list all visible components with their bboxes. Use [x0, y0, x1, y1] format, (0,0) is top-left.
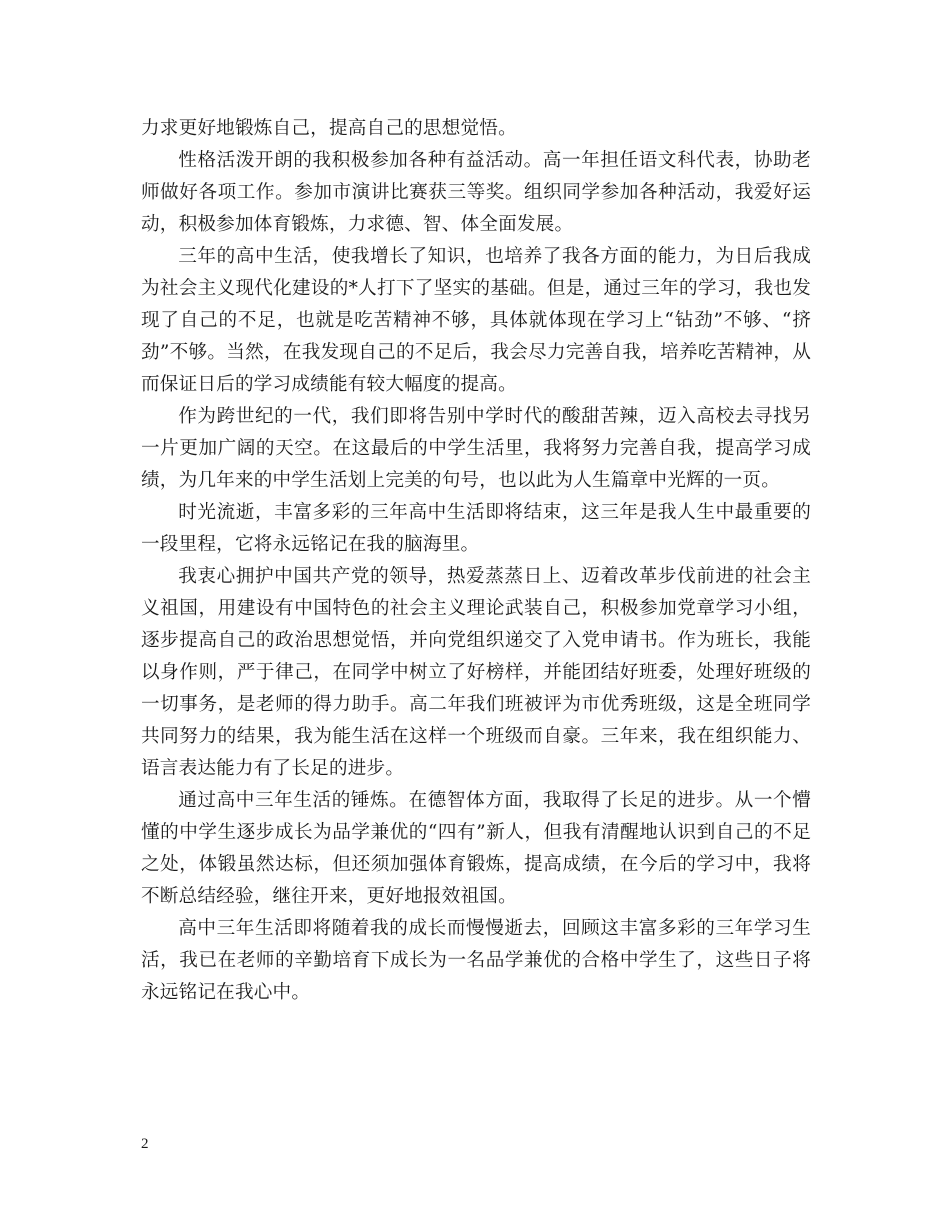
paragraph-new-century: 作为跨世纪的一代，我们即将告别中学时代的酸甜苦辣，迈入高校去寻找另一片更加广阔的天空。在这最后的中学生活里，我将努力完善自我，提高学习成绩，为几年来的中学生活划上完美的句号，也以此为人生篇章中光辉的一页。 [141, 406, 811, 491]
page-number: 2 [141, 1136, 149, 1152]
paragraph-progress: 通过高中三年生活的锤炼。在德智体方面，我取得了长足的进步。从一个懵懂的中学生逐步成长为品学兼优的“四有”新人，但我有清醒地认识到自己的不足之处，体锻虽然达标，但还须加强体育锻炼，提高成绩，在今后的学习中，我将不断总结经验，继往开来，更好地报效祖国。 [141, 790, 811, 907]
paragraph-conclusion: 高中三年生活即将随着我的成长而慢慢逝去，回顾这丰富多彩的三年学习生活，我已在老师的辛勤培育下成长为一名品学兼优的合格中学生了，这些日子将永远铭记在我心中。 [141, 918, 811, 1003]
paragraph-activities: 性格活泼开朗的我积极参加各种有益活动。高一年担任语文科代表，协助老师做好各项工作。参加市演讲比赛获三等奖。组织同学参加各种活动，我爱好运动，积极参加体育锻炼，力求德、智、体全面发展。 [141, 150, 811, 235]
document-body [141, 113, 811, 1009]
paragraph-party-support: 我衷心拥护中国共产党的领导，热爱蒸蒸日上、迈着改革步伐前进的社会主义祖国，用建设有中国特色的社会主义理论武装自己，积极参加党章学习小组，逐步提高自己的政治思想觉悟，并向党组织递交了入党申请书。作为班长，我能以身作则，严于律己，在同学中树立了好榜样，并能团结好班委，处理好班级的一切事务，是老师的得力助手。高二年我们班被评为市优秀班级，这是全班同学共同努力的结果，我为能生活在这样一个班级而自豪。三年来，我在组织能力、语言表达能力有了长足的进步。 [141, 566, 811, 779]
paragraph-time-passes: 时光流逝，丰富多彩的三年高中生活即将结束，这三年是我人生中最重要的一段里程，它将永远铭记在我的脑海里。 [141, 502, 811, 555]
paragraph-continuation: 力求更好地锻炼自己，提高自己的思想觉悟。 [141, 118, 517, 139]
paragraph-three-years: 三年的高中生活，使我增长了知识，也培养了我各方面的能力，为日后我成为社会主义现代化建设的*人打下了坚实的基础。但是，通过三年的学习，我也发现了自己的不足，也就是吃苦精神不够，具体就体现在学习上“钻劲”不够、“挤劲”不够。当然，在我发现自己的不足后，我会尽力完善自我，培养吃苦精神，从而保证日后的学习成绩能有较大幅度的提高。 [141, 246, 811, 395]
